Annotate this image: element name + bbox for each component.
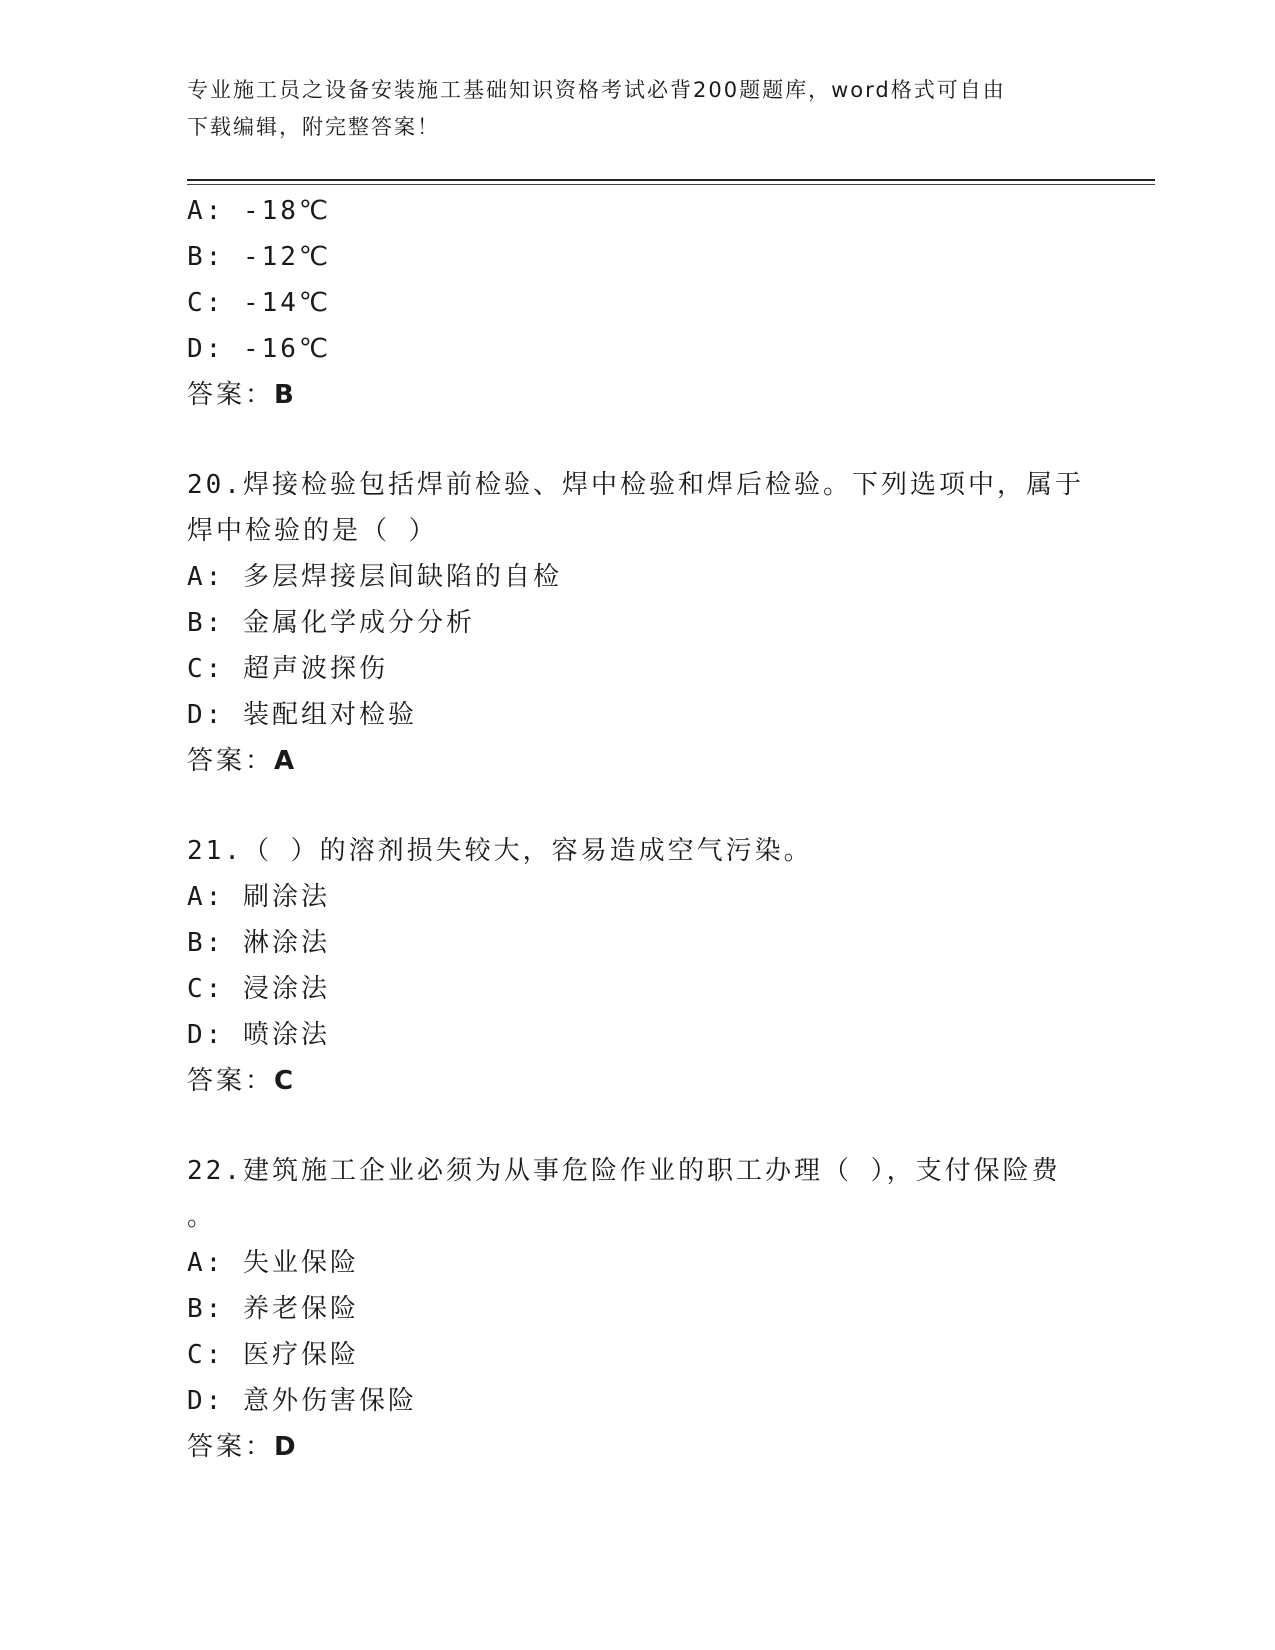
option-c: C: 浸涂法 — [187, 974, 330, 1004]
header-line-1: 专业施工员之设备安装施工基础知识资格考试必背200题题库，word格式可自由 — [187, 78, 1006, 102]
header-divider-thick — [187, 179, 1155, 181]
option-d: D: -16℃ — [187, 334, 332, 364]
option-d: D: 喷涂法 — [187, 1020, 330, 1050]
option-a: A: 刷涂法 — [187, 882, 330, 912]
option-a: A: 失业保险 — [187, 1248, 359, 1278]
answer-value: C — [274, 1066, 297, 1096]
answer-value: B — [274, 380, 297, 410]
option-b: B: 淋涂法 — [187, 928, 330, 958]
option-b: B: -12℃ — [187, 242, 332, 272]
question-20 — [187, 462, 1087, 784]
option-c: C: 医疗保险 — [187, 1340, 359, 1370]
answer-label: 答案： — [187, 1066, 275, 1096]
answer-line — [187, 372, 1087, 418]
answer-value: D — [274, 1432, 299, 1462]
question-19 — [187, 188, 1087, 418]
option-b: B: 金属化学成分分析 — [187, 608, 475, 638]
answer-line — [187, 1424, 1087, 1470]
answer-label: 答案： — [187, 1432, 275, 1462]
question-text-line-1: 21.（ ）的溶剂损失较大，容易造成空气污染。 — [187, 836, 813, 866]
header-line-2: 下载编辑，附完整答案！ — [187, 115, 440, 139]
option-d: D: 意外伤害保险 — [187, 1386, 417, 1416]
option-b: B: 养老保险 — [187, 1294, 359, 1324]
option-a: A: -18℃ — [187, 196, 332, 226]
question-text-line-2: 焊中检验的是（ ） — [187, 516, 438, 546]
answer-line — [187, 738, 1087, 784]
answer-line — [187, 1058, 1087, 1104]
question-22 — [187, 1148, 1087, 1470]
option-d: D: 装配组对检验 — [187, 700, 417, 730]
answer-label: 答案： — [187, 380, 275, 410]
document-header — [187, 72, 1067, 146]
option-a: A: 多层焊接层间缺陷的自检 — [187, 562, 562, 592]
answer-value: A — [274, 746, 298, 776]
option-c: C: 超声波探伤 — [187, 654, 388, 684]
question-text-line-1: 20.焊接检验包括焊前检验、焊中检验和焊后检验。下列选项中，属于 — [187, 470, 1084, 500]
answer-label: 答案： — [187, 746, 275, 776]
question-list — [187, 188, 1087, 1470]
option-c: C: -14℃ — [187, 288, 332, 318]
header-divider-thin — [187, 184, 1155, 185]
question-text-line-1: 22.建筑施工企业必须为从事危险作业的职工办理（ ），支付保险费 — [187, 1156, 1061, 1186]
question-text-line-2: 。 — [187, 1202, 217, 1232]
question-21 — [187, 828, 1087, 1104]
